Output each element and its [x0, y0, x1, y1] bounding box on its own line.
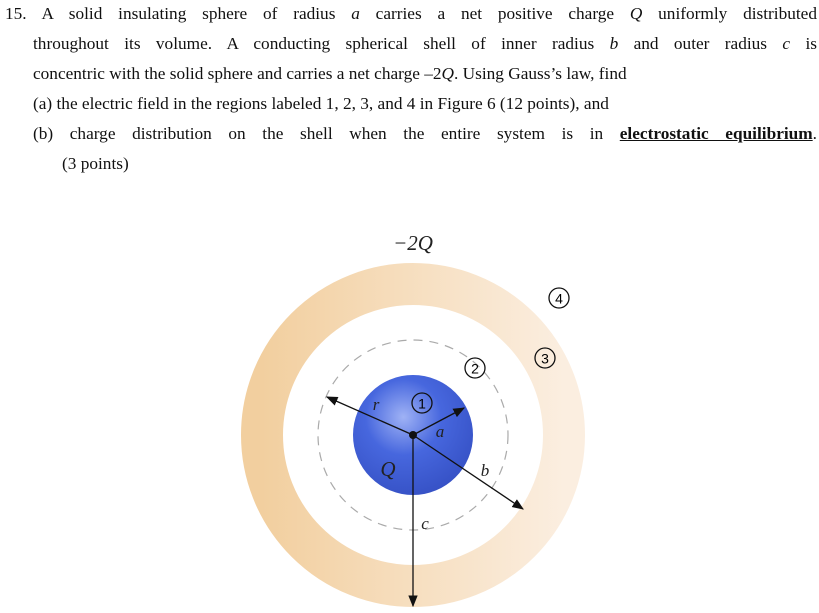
- label-r: r: [372, 395, 380, 414]
- svg-text:4: 4: [555, 290, 563, 307]
- part-b-points: (3 points): [62, 154, 129, 173]
- svg-text:3: 3: [541, 350, 549, 367]
- problem-number: 15.: [5, 4, 27, 23]
- problem-line-2: throughout its volume. A conducting spherical shell of inner radius b and outer radius c is: [33, 34, 817, 53]
- problem-line-3: concentric with the solid sphere and carries a net charge –2Q. Using Gauss’s law, find: [33, 64, 627, 83]
- shell-charge-label: −2Q: [393, 231, 433, 255]
- part-b: (b) charge distribution on the shell when the entire system is in electrostatic equilibrium.: [33, 124, 817, 143]
- center-dot: [409, 431, 417, 439]
- region-2-label: [465, 358, 485, 378]
- region-4-label: [549, 288, 569, 308]
- part-a: (a) the electric field in the regions labeled 1, 2, 3, and 4 in Figure 6 (12 points), and: [33, 94, 609, 113]
- emphasis-term: electrostatic equilibrium: [619, 124, 813, 143]
- sphere-charge-label: Q: [380, 457, 396, 481]
- svg-text:1: 1: [418, 395, 426, 412]
- label-c: c: [421, 514, 429, 533]
- problem-line-1: 15. A solid insulating sphere of radius a carries a net positive charge Q uniformly distributed: [5, 4, 817, 23]
- svg-text:2: 2: [471, 360, 479, 377]
- label-b: b: [480, 461, 490, 480]
- label-a: a: [435, 422, 445, 441]
